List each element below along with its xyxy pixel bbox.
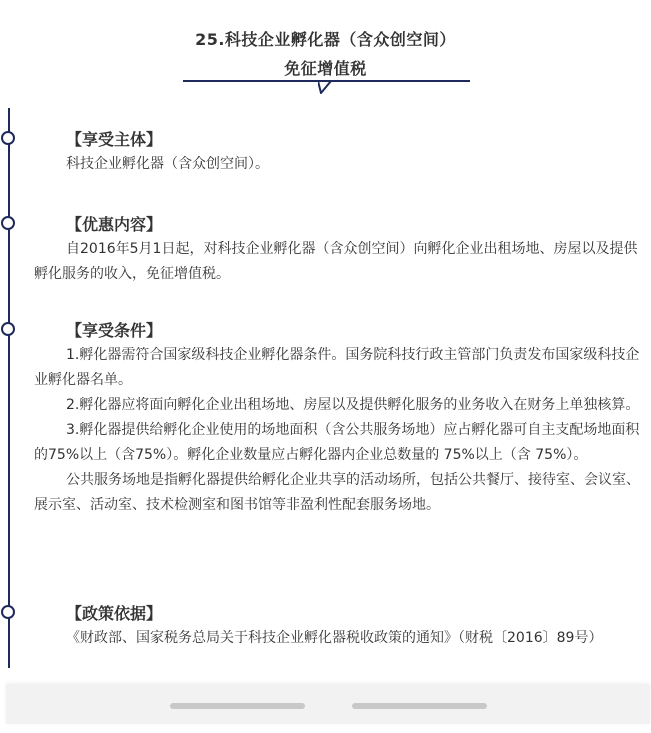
title-line-1: 25.科技企业孵化器（含众创空间） [195, 30, 456, 49]
footer-decoration-right [352, 703, 487, 709]
timeline-dot-3 [1, 322, 15, 336]
footer-decoration-left [170, 703, 305, 709]
section-subject [34, 128, 644, 177]
timeline-dot-4 [1, 605, 15, 619]
section-paragraph: 公共服务场地是指孵化器提供给孵化企业共享的活动场所，包括公共餐厅、接待室、会议室、展示室、活动室、技术检测室和图书馆等非盈利性配套服务场地。 [34, 472, 640, 513]
section-paragraph: 3.孵化器提供给孵化企业使用的场地面积（含公共服务场地）应占孵化器可自主支配场地面积的75%以上（含75%）。孵化企业数量应占孵化器内企业总数量的 75%以上（含 75%）。 [34, 422, 640, 463]
section-paragraph: 自2016年5月1日起，对科技企业孵化器（含众创空间）向孵化企业出租场地、房屋以及提供孵化服务的收入，免征增值税。 [34, 241, 638, 282]
title-notch-icon [318, 80, 332, 94]
section-paragraph: 《财政部、国家税务总局关于科技企业孵化器税收政策的通知》（财税〔2016〕89号） [66, 630, 603, 646]
timeline-line [8, 108, 10, 668]
section-paragraph: 科技企业孵化器（含众创空间）。 [66, 156, 269, 172]
section-title: 【享受条件】 [66, 321, 163, 340]
section-paragraph: 1.孵化器需符合国家级科技企业孵化器条件。国务院科技行政主管部门负责发布国家级科技企业孵化器名单。 [34, 347, 640, 388]
section-paragraph: 2.孵化器应将面向孵化企业出租场地、房屋以及提供孵化服务的业务收入在财务上单独核算。 [66, 397, 640, 413]
section-policy-basis [34, 602, 644, 651]
section-title: 【优惠内容】 [66, 215, 163, 234]
section-title: 【享受主体】 [66, 130, 163, 149]
footer-bar [6, 684, 650, 724]
section-title: 【政策依据】 [66, 604, 163, 623]
timeline-dot-2 [1, 216, 15, 230]
timeline-dot-1 [1, 131, 15, 145]
section-conditions [34, 319, 644, 518]
section-benefit [34, 213, 644, 287]
title-line-2: 免征增值税 [284, 59, 367, 78]
